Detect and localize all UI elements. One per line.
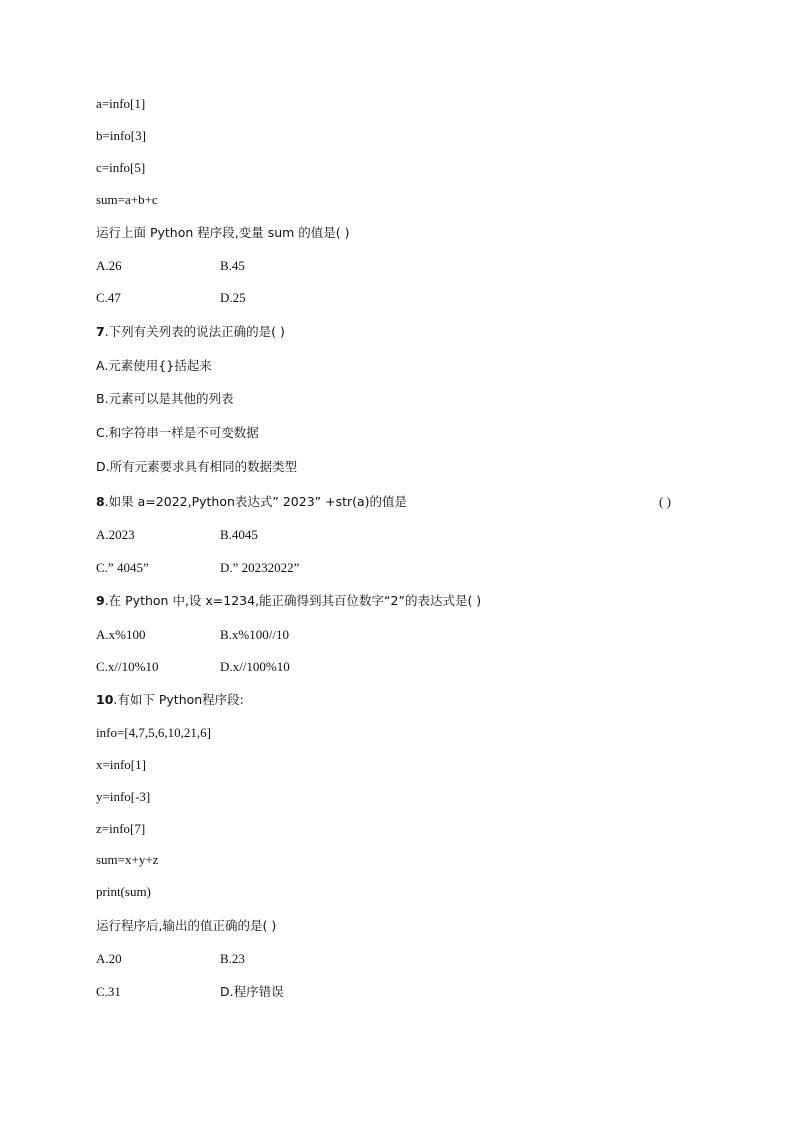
question-number: 8	[96, 494, 105, 509]
question-10-stem	[96, 691, 244, 709]
question-9-stem	[96, 592, 481, 610]
code-line: sum=x+y+z	[96, 852, 159, 867]
question-text: .有如下 Python程序段:	[113, 692, 244, 707]
question-number: 7	[96, 324, 105, 339]
option-b: B.4045	[220, 527, 258, 542]
code-line: x=info[1]	[96, 757, 146, 772]
code-line: a=info[1]	[96, 96, 146, 111]
option-d: D.所有元素要求具有相同的数据类型	[96, 459, 298, 474]
option-c: C.” 4045”	[96, 560, 149, 575]
option-b: B.x%100//10	[220, 627, 289, 642]
option-a: A.20	[96, 951, 122, 966]
code-line: c=info[5]	[96, 160, 146, 175]
question-text: .如果 a=2022,Python表达式” 2023” +str(a)的值是	[104, 494, 408, 509]
option-c: C.47	[96, 290, 121, 305]
option-c: C.31	[96, 984, 121, 999]
option-d: D.” 20232022”	[220, 560, 300, 575]
option-b: B.元素可以是其他的列表	[96, 391, 234, 406]
option-c: C.x//10%10	[96, 659, 159, 674]
option-a: A.26	[96, 258, 122, 273]
code-line: y=info[-3]	[96, 789, 151, 804]
question-stem: 运行上面 Python 程序段,变量 sum 的值是( )	[96, 225, 350, 240]
code-line: b=info[3]	[96, 128, 146, 143]
code-line: print(sum)	[96, 884, 151, 899]
code-line: z=info[7]	[96, 821, 146, 836]
answer-parentheses: ( )	[659, 494, 671, 509]
question-stem: 运行程序后,输出的值正确的是( )	[96, 918, 277, 933]
option-a: A.2023	[96, 527, 135, 542]
question-text: .下列有关列表的说法正确的是( )	[104, 324, 285, 339]
question-8-stem	[96, 493, 407, 511]
question-number: 9	[96, 593, 105, 608]
option-d: D.25	[220, 290, 246, 305]
question-text: .在 Python 中,设 x=1234,能正确得到其百位数字“2”的表达式是( )	[104, 593, 482, 608]
option-d: D.x//100%10	[220, 659, 290, 674]
option-a: A.元素使用{}括起来	[96, 358, 212, 373]
option-d: D.程序错误	[220, 984, 284, 999]
option-b: B.45	[220, 258, 245, 273]
option-a: A.x%100	[96, 627, 146, 642]
code-line: info=[4,7,5,6,10,21,6]	[96, 725, 211, 740]
question-7-stem	[96, 323, 285, 341]
question-number: 10	[96, 692, 114, 707]
option-c: C.和字符串一样是不可变数据	[96, 425, 259, 440]
code-line: sum=a+b+c	[96, 192, 158, 207]
option-b: B.23	[220, 951, 245, 966]
